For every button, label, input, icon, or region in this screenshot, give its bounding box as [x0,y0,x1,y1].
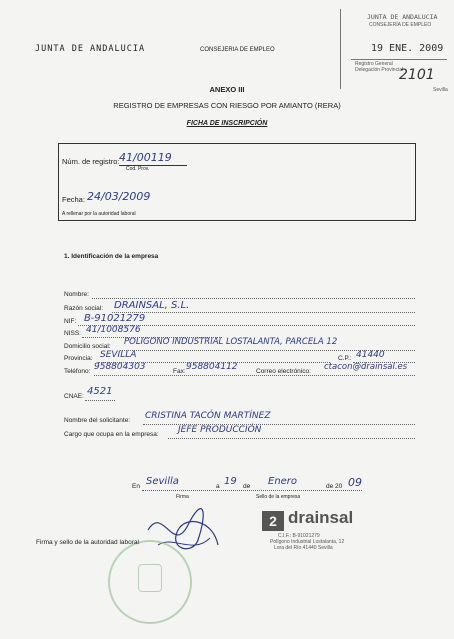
stamp-divider [351,59,447,60]
company-logo-icon: 2 [262,511,284,531]
department-name: CONSEJERIA DE EMPLEO [200,47,275,53]
company-line3: Lora del Río 41440 Sevilla [274,545,333,551]
telefono-value: 958804303 [94,362,146,372]
company-stamp [258,506,378,556]
razon-value: DRAINSAL, S.L. [114,300,190,311]
domicilio-value: POLIGONO INDUSTRIAL LOSTALANTA, PARCELA 12 [124,337,338,347]
nombre-line [92,298,415,299]
provincia-label: Provincia: [64,355,93,362]
email-label: Correo electrónico: [256,368,311,375]
registry-title: REGISTRO DE EMPRESAS CON RIESGO POR AMIANTO (RERA) [113,101,341,110]
date-label: Fecha: [62,195,85,204]
date-line [142,490,362,491]
razon-line [112,312,415,313]
annex-title: ANEXO III [209,85,245,94]
date-en-label: En [132,483,140,490]
stamp-date: 19 ENE. 2009 [371,43,444,54]
solicitante-value: CRISTINA TACÓN MARTÍNEZ [145,411,271,421]
reg-number-label: Núm. de registro: [62,157,120,166]
registry-stamp [340,9,448,93]
authority-seal [108,540,192,624]
date-de2-label: de 20 [326,483,343,490]
sello-label: Sello de la empresa [256,494,301,500]
fax-label: Fax: [173,368,186,375]
niss-label: NISS: [64,330,81,337]
company-line1: C.I.F.: B-91021279 [278,533,320,539]
company-logo-text: drainsal [288,508,354,527]
stamp-org: JUNTA DE ANDALUCIA [367,13,438,21]
authority-note: A rellenar por la autoridad laboral [62,211,136,217]
authority-signature-label: Firma y sello de la autoridad laboral [36,539,139,546]
seal-emblem [138,564,162,592]
date-year: 09 [348,476,362,489]
company-line2: Polígono Industrial Lostalanta, 12 [270,539,345,545]
section-heading: 1. Identificación de la empresa [64,253,159,260]
date-place: Sevilla [146,476,179,487]
cnae-line [85,400,115,401]
nif-value: B-91021279 [84,313,146,324]
date-value: 24/03/2009 [87,190,151,203]
cnae-label: CNAE: [64,393,84,400]
contact-line [94,375,415,376]
cargo-label: Cargo que ocupa en la empresa: [64,431,159,438]
stamp-reg-line2: Delegación Provincial [355,67,404,73]
domicilio-label: Domicilio social: [64,343,111,350]
telefono-label: Teléfono: [64,368,91,375]
solicitante-label: Nombre del solicitante: [64,417,131,424]
cp-label: C.P.: [338,355,352,362]
cargo-value: JEFE PRODUCCIÓN [178,425,262,435]
cargo-line [168,438,415,439]
stamp-city: Sevilla [433,87,448,93]
stamp-dept: CONSEJERÍA DE EMPLEO [369,22,432,28]
reg-number-value: 41/00119 [119,151,172,164]
cnae-value: 4521 [87,386,113,397]
cod-prov-label: Cod. Prov. [126,166,150,172]
nif-label: NIF: [64,318,77,325]
stamp-reg-number: 2101 [399,67,435,83]
date-month: Enero [268,476,298,487]
cp-value: 41440 [356,350,385,360]
firma-label: Firma [176,494,189,500]
niss-value: 41/1008576 [86,325,141,335]
nombre-label: Nombre: [64,291,89,298]
email-value: ctacon@drainsal.es [324,362,408,372]
form-title: FICHA DE INSCRIPCIÓN [186,120,268,127]
stamp-reg-line1: Registro General [355,61,393,67]
date-day: 19 [224,476,237,487]
razon-label: Razón social: [64,305,104,312]
registration-box [58,143,416,221]
fax-value: 958804112 [186,362,238,372]
org-logo: JUNTA DE ANDALUCIA [35,44,146,54]
provincia-value: SEVILLA [100,350,137,360]
date-a-label: a [216,483,220,490]
date-de1-label: de [243,483,251,490]
